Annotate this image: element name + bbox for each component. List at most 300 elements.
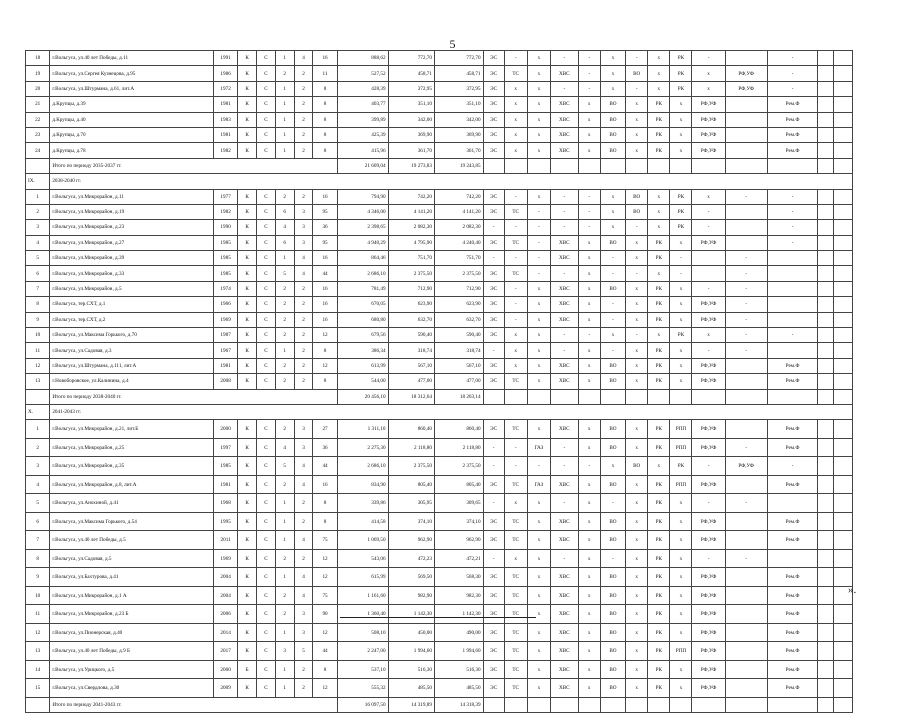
table-cell: ХВС bbox=[551, 312, 579, 327]
table-cell: РК bbox=[670, 51, 692, 66]
table-cell: К bbox=[238, 281, 257, 296]
table-cell: ВО bbox=[600, 358, 625, 373]
table-cell: ВО bbox=[600, 97, 625, 112]
table-cell: 4 bbox=[294, 457, 313, 476]
table-cell: 2009 bbox=[213, 679, 237, 698]
table-cell: - bbox=[527, 235, 550, 250]
table-cell: 2 082,30 bbox=[434, 220, 483, 235]
table-cell: г.Вольгуса, ул.Бахтурова, д.41 bbox=[50, 568, 214, 587]
table-cell bbox=[818, 143, 833, 158]
table-cell: 982,30 bbox=[434, 586, 483, 605]
table-cell: 1969 bbox=[213, 312, 237, 327]
table-cell bbox=[527, 158, 550, 173]
table-cell: РК bbox=[648, 281, 670, 296]
table-cell: К bbox=[238, 679, 257, 698]
table-cell: х bbox=[504, 343, 527, 358]
table-cell bbox=[725, 97, 767, 112]
table-cell: ХВС bbox=[551, 112, 579, 127]
table-cell: РК bbox=[648, 568, 670, 587]
table-cell: 781,49 bbox=[337, 281, 388, 296]
table-row bbox=[26, 127, 853, 142]
table-cell: РФ,УФ bbox=[725, 81, 767, 96]
table-cell: 477,00 bbox=[388, 374, 434, 389]
table-cell bbox=[833, 266, 852, 281]
table-row bbox=[26, 343, 853, 358]
table-cell: 613,99 bbox=[337, 358, 388, 373]
table-cell bbox=[818, 512, 833, 531]
table-row bbox=[26, 660, 853, 679]
table-cell: 2 bbox=[275, 312, 294, 327]
table-cell: 1981 bbox=[213, 358, 237, 373]
table-cell: ТС bbox=[504, 642, 527, 661]
table-cell: РК bbox=[648, 549, 670, 568]
table-cell: 403,77 bbox=[337, 97, 388, 112]
table-cell: 2 bbox=[294, 81, 313, 96]
table-cell: К bbox=[238, 220, 257, 235]
table-row bbox=[26, 220, 853, 235]
table-cell: 1977 bbox=[213, 189, 237, 204]
table-cell: ВО bbox=[600, 475, 625, 494]
table-cell: РФ,УФ bbox=[692, 97, 725, 112]
table-cell: - bbox=[600, 251, 625, 266]
table-cell: 5 bbox=[275, 266, 294, 281]
table-cell: - bbox=[692, 494, 725, 513]
table-cell: 8 bbox=[313, 112, 337, 127]
table-cell: х bbox=[578, 679, 600, 698]
table-cell: 490,00 bbox=[434, 623, 483, 642]
table-cell: ХВС bbox=[551, 235, 579, 250]
table-cell: 2 375,50 bbox=[388, 266, 434, 281]
table-cell: К bbox=[238, 97, 257, 112]
table-cell: х bbox=[626, 235, 648, 250]
table-cell bbox=[833, 358, 852, 373]
total-label: Итого по периоду 2041-2043 гг. bbox=[50, 697, 337, 712]
table-cell: 24 bbox=[26, 143, 50, 158]
table-cell bbox=[600, 697, 625, 712]
table-cell: д.Крупцы, д.78 bbox=[50, 143, 214, 158]
table-cell: х bbox=[670, 586, 692, 605]
table-cell: х bbox=[692, 189, 725, 204]
table-cell: 8 bbox=[313, 374, 337, 389]
table-cell: ЭС bbox=[483, 281, 504, 296]
table-cell: 680,80 bbox=[337, 312, 388, 327]
table-cell: К bbox=[238, 475, 257, 494]
table-cell: К bbox=[238, 127, 257, 142]
table-cell: 458,71 bbox=[388, 66, 434, 81]
table-cell: ВО bbox=[600, 143, 625, 158]
table-cell: 95 bbox=[313, 235, 337, 250]
table-cell: г.Вольгуса, ул.Пионерская, д.40 bbox=[50, 623, 214, 642]
table-cell: РФ,УФ bbox=[692, 127, 725, 142]
table-cell: х bbox=[648, 51, 670, 66]
table-cell: К bbox=[238, 312, 257, 327]
table-cell: - bbox=[600, 494, 625, 513]
table-cell: ЭС bbox=[483, 568, 504, 587]
table-cell: 2 bbox=[294, 66, 313, 81]
table-row bbox=[26, 374, 853, 389]
table-cell: г.Вольгуса, ул.Микрорайон, д.25 bbox=[50, 438, 214, 457]
table-cell: - bbox=[692, 457, 725, 476]
table-cell: 2 bbox=[294, 97, 313, 112]
table-cell: К bbox=[238, 512, 257, 531]
table-cell: - bbox=[483, 438, 504, 457]
table-cell: РФ,УФ bbox=[692, 112, 725, 127]
table-cell bbox=[725, 374, 767, 389]
table-cell: 615,99 bbox=[337, 568, 388, 587]
table-cell: К bbox=[238, 251, 257, 266]
table-cell: - bbox=[692, 51, 725, 66]
table-cell bbox=[818, 112, 833, 127]
table-cell: Рем.Ф bbox=[767, 623, 818, 642]
table-cell: 2 686,10 bbox=[337, 457, 388, 476]
table-cell: ХВС bbox=[551, 297, 579, 312]
table-cell bbox=[527, 389, 550, 404]
table-row bbox=[26, 328, 853, 343]
table-cell: х bbox=[527, 281, 550, 296]
table-cell: С bbox=[257, 457, 276, 476]
table-cell: РФ,УФ bbox=[692, 143, 725, 158]
table-cell: х bbox=[648, 189, 670, 204]
table-cell: х bbox=[527, 660, 550, 679]
table-cell: - bbox=[527, 251, 550, 266]
table-cell: 8 bbox=[313, 81, 337, 96]
table-cell: ТС bbox=[504, 235, 527, 250]
table-row bbox=[26, 143, 853, 158]
table-cell bbox=[725, 158, 767, 173]
table-cell bbox=[725, 512, 767, 531]
table-cell: РФ,УФ bbox=[692, 512, 725, 531]
table-cell: 2 375,50 bbox=[434, 457, 483, 476]
table-cell: К bbox=[238, 328, 257, 343]
table-cell bbox=[833, 438, 852, 457]
table-cell bbox=[833, 697, 852, 712]
table-cell: 2 bbox=[294, 312, 313, 327]
table-cell: ЭС bbox=[483, 204, 504, 219]
table-cell: 794,90 bbox=[337, 189, 388, 204]
table-cell: ХВС bbox=[551, 623, 579, 642]
table-cell: - bbox=[600, 297, 625, 312]
table-cell: х bbox=[527, 531, 550, 550]
table-cell: 4 141,20 bbox=[388, 204, 434, 219]
table-cell: 712,90 bbox=[434, 281, 483, 296]
table-cell: г.Вольгуса, ул.Штурмана, д.111, лит.А bbox=[50, 358, 214, 373]
table-cell: х bbox=[578, 266, 600, 281]
table-cell: - bbox=[527, 457, 550, 476]
total-value: 16 097,50 bbox=[337, 697, 388, 712]
table-row bbox=[26, 568, 853, 587]
table-cell: г.Вольгуса, ул.Анохиной, д.41 bbox=[50, 494, 214, 513]
total-value: 20 456,10 bbox=[337, 389, 388, 404]
total-value: 14 318,39 bbox=[434, 697, 483, 712]
table-cell: г.Вольгуса, ул.Микрорайон, д.27 bbox=[50, 235, 214, 250]
table-cell bbox=[626, 158, 648, 173]
table-cell bbox=[818, 642, 833, 661]
table-cell: ЭС bbox=[483, 358, 504, 373]
table-cell: - bbox=[670, 251, 692, 266]
table-cell: х bbox=[626, 358, 648, 373]
table-cell: х bbox=[626, 112, 648, 127]
table-cell bbox=[767, 297, 818, 312]
table-cell bbox=[551, 158, 579, 173]
table-cell: 1 360,40 bbox=[337, 605, 388, 624]
table-row bbox=[26, 189, 853, 204]
table-cell: - bbox=[600, 266, 625, 281]
table-cell: х bbox=[504, 97, 527, 112]
table-cell: 309,65 bbox=[434, 494, 483, 513]
table-cell: С bbox=[257, 235, 276, 250]
table-row bbox=[26, 81, 853, 96]
table-cell: - bbox=[551, 343, 579, 358]
table-cell: К bbox=[238, 297, 257, 312]
table-cell: РФ,УФ bbox=[692, 679, 725, 698]
section-label: 2041-2043 гг. bbox=[50, 404, 853, 419]
table-cell: - bbox=[767, 66, 818, 81]
table-cell: 860,40 bbox=[434, 420, 483, 439]
table-cell: х bbox=[648, 204, 670, 219]
table-cell: 2 bbox=[26, 204, 50, 219]
table-cell: 751,70 bbox=[388, 251, 434, 266]
table-cell: 44 bbox=[313, 457, 337, 476]
table-cell: 36 bbox=[313, 220, 337, 235]
table-cell: 2 bbox=[275, 374, 294, 389]
table-cell: 374,10 bbox=[434, 512, 483, 531]
table-cell: х bbox=[578, 623, 600, 642]
table-cell: 2 bbox=[275, 605, 294, 624]
table-cell: ТС bbox=[504, 660, 527, 679]
table-cell bbox=[833, 112, 852, 127]
table-cell: 2 bbox=[294, 494, 313, 513]
table-cell: 2006 bbox=[213, 605, 237, 624]
table-cell: 508,10 bbox=[337, 623, 388, 642]
page-number: 5 bbox=[449, 37, 456, 51]
table-cell bbox=[767, 549, 818, 568]
table-cell: 982,90 bbox=[388, 586, 434, 605]
table-cell: ЭС bbox=[483, 97, 504, 112]
table-cell: 2 bbox=[275, 297, 294, 312]
table-cell: 369,90 bbox=[434, 127, 483, 142]
table-cell bbox=[725, 389, 767, 404]
table-cell: 1 311,10 bbox=[337, 420, 388, 439]
table-cell: х bbox=[626, 679, 648, 698]
table-cell: 742,20 bbox=[434, 189, 483, 204]
table-cell bbox=[692, 266, 725, 281]
table-cell: ВО bbox=[600, 374, 625, 389]
table-cell: ТС bbox=[504, 374, 527, 389]
table-cell: РФ,УФ bbox=[692, 475, 725, 494]
table-cell: 2 bbox=[294, 358, 313, 373]
table-cell: х bbox=[626, 642, 648, 661]
table-cell: х bbox=[626, 297, 648, 312]
table-cell: - bbox=[483, 457, 504, 476]
total-value: 14 319,89 bbox=[388, 697, 434, 712]
table-cell: 1 069,50 bbox=[337, 531, 388, 550]
table-cell bbox=[670, 158, 692, 173]
table-cell bbox=[551, 389, 579, 404]
table-cell: 2 bbox=[294, 189, 313, 204]
table-cell bbox=[833, 312, 852, 327]
table-cell: - bbox=[725, 297, 767, 312]
table-cell: Рем.Ф bbox=[767, 97, 818, 112]
table-cell: х bbox=[578, 297, 600, 312]
table-cell: С bbox=[257, 281, 276, 296]
table-cell: 2 375,50 bbox=[434, 266, 483, 281]
table-row bbox=[26, 112, 853, 127]
table-cell: 12 bbox=[26, 358, 50, 373]
total-value: 18 312,64 bbox=[388, 389, 434, 404]
table-cell: 339,86 bbox=[337, 494, 388, 513]
table-cell: 590,40 bbox=[388, 328, 434, 343]
table-cell: х bbox=[600, 189, 625, 204]
table-cell: 1 bbox=[275, 251, 294, 266]
table-cell: 415,96 bbox=[337, 143, 388, 158]
table-cell: С bbox=[257, 475, 276, 494]
table-cell: РК bbox=[648, 679, 670, 698]
table-cell: С bbox=[257, 127, 276, 142]
table-cell: 3 bbox=[294, 438, 313, 457]
table-cell: - bbox=[692, 343, 725, 358]
table-cell bbox=[725, 475, 767, 494]
table-cell bbox=[725, 420, 767, 439]
table-cell: 7 bbox=[26, 531, 50, 550]
table-cell: 351,10 bbox=[388, 97, 434, 112]
table-cell: ЭС bbox=[483, 81, 504, 96]
table-cell: - bbox=[767, 204, 818, 219]
table-cell bbox=[833, 66, 852, 81]
table-cell: К bbox=[238, 549, 257, 568]
table-cell: 1 bbox=[275, 568, 294, 587]
table-cell bbox=[725, 204, 767, 219]
table-cell: х bbox=[670, 297, 692, 312]
table-cell bbox=[725, 531, 767, 550]
table-cell bbox=[725, 642, 767, 661]
table-cell: К bbox=[238, 343, 257, 358]
table-cell: 2 118,80 bbox=[434, 438, 483, 457]
table-cell: - bbox=[504, 281, 527, 296]
table-cell: 2 bbox=[275, 358, 294, 373]
table-cell: ХВС bbox=[551, 679, 579, 698]
table-cell: 2 082,30 bbox=[388, 220, 434, 235]
table-cell: х bbox=[578, 531, 600, 550]
table-cell: х bbox=[578, 438, 600, 457]
table-cell: К bbox=[238, 66, 257, 81]
table-cell: К bbox=[238, 51, 257, 66]
table-cell bbox=[767, 266, 818, 281]
table-cell: х bbox=[578, 143, 600, 158]
table-cell: 1974 bbox=[213, 281, 237, 296]
table-cell bbox=[833, 420, 852, 439]
table-cell: С bbox=[257, 343, 276, 358]
table-cell: - bbox=[578, 66, 600, 81]
table-cell: х bbox=[670, 679, 692, 698]
table-cell: РК bbox=[648, 642, 670, 661]
table-cell: х bbox=[504, 358, 527, 373]
total-value: 19 273,83 bbox=[388, 158, 434, 173]
table-cell: 450,00 bbox=[388, 623, 434, 642]
table-cell: С bbox=[257, 66, 276, 81]
table-row bbox=[26, 251, 853, 266]
table-cell bbox=[767, 494, 818, 513]
table-cell: 962,90 bbox=[388, 531, 434, 550]
table-cell: 12 bbox=[313, 623, 337, 642]
table-cell: 11 bbox=[313, 66, 337, 81]
table-cell: - bbox=[551, 438, 579, 457]
table-cell: РК bbox=[648, 438, 670, 457]
table-cell: ВО bbox=[600, 512, 625, 531]
table-cell: 2 bbox=[294, 374, 313, 389]
table-cell: ЭС bbox=[483, 623, 504, 642]
table-cell: 537,10 bbox=[337, 660, 388, 679]
table-cell: - bbox=[725, 281, 767, 296]
table-cell bbox=[833, 374, 852, 389]
table-cell bbox=[833, 51, 852, 66]
table-cell: 6 bbox=[26, 512, 50, 531]
table-cell: 10 bbox=[26, 586, 50, 605]
table-cell: г.Вольгуса, ул.Сергея Кузнецова, д.95 bbox=[50, 66, 214, 81]
table-cell: С bbox=[257, 623, 276, 642]
table-cell: х bbox=[600, 81, 625, 96]
table-cell: х bbox=[527, 605, 550, 624]
table-cell: 8 bbox=[313, 97, 337, 112]
table-cell: - bbox=[578, 457, 600, 476]
table-cell: х bbox=[504, 143, 527, 158]
table-cell: х bbox=[626, 420, 648, 439]
table-cell bbox=[670, 697, 692, 712]
table-cell: ВО bbox=[600, 605, 625, 624]
table-cell: х bbox=[626, 494, 648, 513]
bottom-rule bbox=[340, 617, 536, 618]
table-cell: ЭС bbox=[483, 143, 504, 158]
table-cell: г.Новоборовское, ул.Калинина, д.4 bbox=[50, 374, 214, 389]
table-cell: 1 bbox=[26, 189, 50, 204]
table-cell: С bbox=[257, 642, 276, 661]
table-cell: 1 161,60 bbox=[337, 586, 388, 605]
table-cell: х bbox=[527, 623, 550, 642]
table-cell: х bbox=[626, 660, 648, 679]
table-cell bbox=[818, 438, 833, 457]
table-cell: х bbox=[670, 358, 692, 373]
table-cell: ВО bbox=[626, 66, 648, 81]
table-cell: ВО bbox=[600, 586, 625, 605]
table-cell bbox=[725, 660, 767, 679]
table-cell: 2 bbox=[294, 512, 313, 531]
table-cell: х bbox=[578, 374, 600, 389]
table-cell bbox=[600, 389, 625, 404]
table-cell: 472,21 bbox=[434, 549, 483, 568]
table-cell bbox=[833, 531, 852, 550]
table-cell: 342,00 bbox=[434, 112, 483, 127]
total-label: Итого по периоду 2035-2037 гг. bbox=[50, 158, 337, 173]
table-cell: 75 bbox=[313, 586, 337, 605]
table-cell: 12 bbox=[313, 358, 337, 373]
table-cell: 2 bbox=[275, 586, 294, 605]
table-cell: С bbox=[257, 549, 276, 568]
table-cell: РК bbox=[648, 235, 670, 250]
table-cell bbox=[767, 697, 818, 712]
table-cell: Рем.Ф bbox=[767, 512, 818, 531]
table-cell: 369,90 bbox=[388, 127, 434, 142]
table-cell: х bbox=[670, 623, 692, 642]
table-cell: 5 bbox=[275, 457, 294, 476]
table-cell: 2 bbox=[275, 475, 294, 494]
table-cell: х bbox=[600, 328, 625, 343]
table-cell: х bbox=[578, 281, 600, 296]
section-number: IX. bbox=[26, 174, 50, 189]
table-cell: 9 bbox=[26, 568, 50, 587]
table-cell: х bbox=[692, 66, 725, 81]
table-cell: ХВС bbox=[551, 568, 579, 587]
table-cell: ТС bbox=[504, 679, 527, 698]
table-cell bbox=[818, 343, 833, 358]
